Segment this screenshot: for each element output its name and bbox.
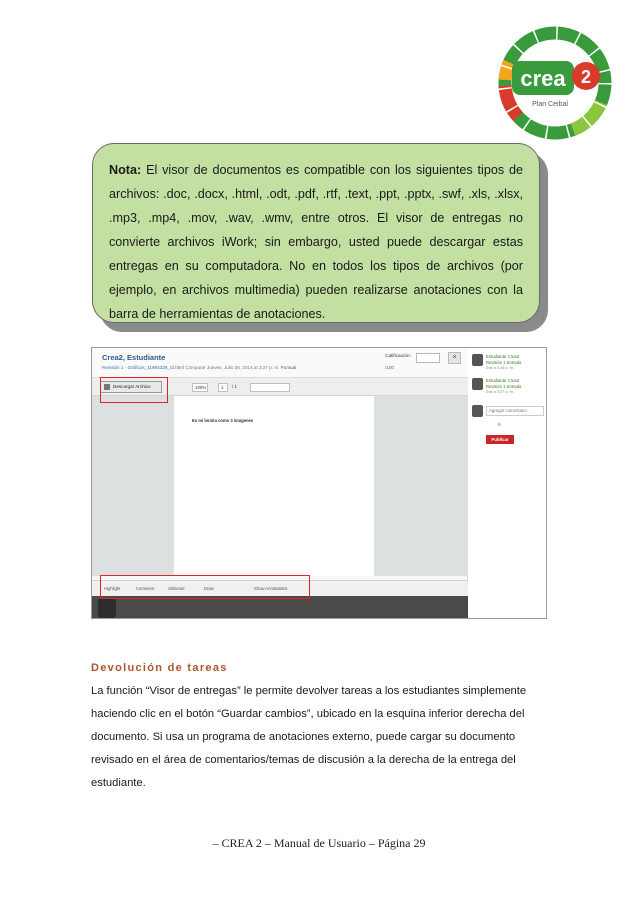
note-box bbox=[92, 143, 540, 323]
logo-number: 2 bbox=[580, 67, 592, 87]
section-body bbox=[91, 680, 551, 795]
viewer-margin-left bbox=[92, 396, 174, 576]
section-line: documento. Si usa un programa de anotaciones externo, puede cargar su documento bbox=[91, 731, 516, 743]
avatar bbox=[472, 405, 483, 417]
highlight-box-download bbox=[100, 377, 168, 403]
zoom-field[interactable]: 100% bbox=[192, 383, 208, 392]
logo-subtitle: Plan Ceibal bbox=[532, 101, 568, 108]
grade-out-of: /100 bbox=[385, 365, 394, 370]
publish-button[interactable]: Publicar bbox=[486, 435, 514, 444]
grade-input[interactable] bbox=[416, 353, 440, 363]
avatar bbox=[98, 598, 116, 618]
submission-viewer-screenshot bbox=[91, 347, 547, 619]
grade-label: Calificación: bbox=[385, 354, 411, 359]
comment-date: Ene a 3:26 p. m. bbox=[486, 366, 514, 370]
section-line: La función “Visor de entregas” le permite devolver tareas a los estudiantes simplemente bbox=[91, 685, 527, 697]
note-text: El visor de documentos es compatible con los siguientes tipos de archivos: .doc, .docx, .html, .odt, .pdf, .rtf, .text, .ppt, .pptx, .swf, .xls, .xlsx, .mp3, .mp4, .mov, .wav, .wmv, entre otros. El visor de entregas no convierte archivos iWork; sin embargo, usted puede descargar estas entregas en su computadora. No en todos los tipos de archivos (por ejemplo, en archivos multimedia) pueden realizarse anotaciones con la barra de herramientas de anotaciones. bbox=[109, 163, 524, 321]
comment-revision: Revisión 1 Entrada bbox=[486, 360, 522, 365]
highlight-tool[interactable]: Highlight bbox=[104, 586, 121, 591]
viewer-footer bbox=[92, 596, 468, 619]
section-title: Devolución de tareas bbox=[91, 662, 228, 674]
submission-status: Puntual bbox=[280, 365, 297, 370]
comment-author: Estudiante Crea2 bbox=[486, 354, 520, 359]
avatar bbox=[472, 354, 483, 366]
search-field[interactable] bbox=[250, 383, 290, 392]
compare-link[interactable]: Comparar bbox=[185, 365, 206, 370]
page-count: / 1 bbox=[232, 384, 237, 389]
section-line: revisado en el área de comentarios/temas de discusión a la derecha de la entrega del bbox=[91, 754, 516, 766]
attach-icon[interactable]: ⊕ bbox=[497, 422, 502, 428]
avatar bbox=[472, 378, 483, 390]
viewer-margin-right bbox=[374, 396, 468, 576]
revision-label[interactable]: Revisión 1 bbox=[102, 365, 124, 370]
draw-tool[interactable]: Draw bbox=[204, 586, 214, 591]
logo-word: crea bbox=[520, 66, 566, 91]
comment-author: Estudiante Crea2 bbox=[486, 378, 520, 383]
page-field[interactable]: 1 bbox=[218, 383, 228, 392]
file-name[interactable]: Gráficos_11894329_r2.html bbox=[127, 365, 184, 370]
highlight-box-annotations bbox=[100, 575, 310, 599]
page-footer: – CREA 2 – Manual de Usuario – Página 29 bbox=[212, 836, 426, 850]
document-page[interactable] bbox=[174, 396, 374, 576]
student-name[interactable]: Crea2, Estudiante bbox=[102, 353, 166, 362]
comment-date: Ene a 3:27 p. m. bbox=[486, 390, 514, 394]
comment-revision: Revisión 1 Entrada bbox=[486, 384, 522, 389]
viewer-header bbox=[92, 348, 468, 378]
revision-line: Revisión 1 · Gráficos_11894329_r2.html Comparar Jueves, Julio 26, 2014 at 3:27 p. m. Puntual bbox=[102, 365, 297, 370]
section-line: estudiante. bbox=[91, 777, 146, 789]
note-paragraph bbox=[109, 158, 523, 326]
close-icon[interactable]: × bbox=[448, 352, 461, 364]
comments-panel bbox=[469, 348, 547, 619]
document-text: Es mi bonita como 3 imágenes bbox=[192, 418, 254, 423]
submission-date: Jueves, Julio 26, 2014 at 3:27 p. m. bbox=[206, 365, 280, 370]
strikeout-tool[interactable]: Strikeout bbox=[168, 586, 185, 591]
comment-tool[interactable]: Comment bbox=[136, 586, 155, 591]
show-annotations-tool[interactable]: Show Annotations bbox=[254, 586, 288, 591]
section-line: haciendo clic en el botón “Guardar cambios”, ubicado en la esquina inferior derecha del bbox=[91, 708, 525, 720]
note-label: Nota: bbox=[109, 163, 142, 177]
crea2-logo bbox=[498, 26, 612, 140]
download-file-button[interactable]: Descargar Archivo bbox=[100, 381, 162, 393]
add-comment-input[interactable]: Agregar comentario bbox=[486, 406, 544, 416]
